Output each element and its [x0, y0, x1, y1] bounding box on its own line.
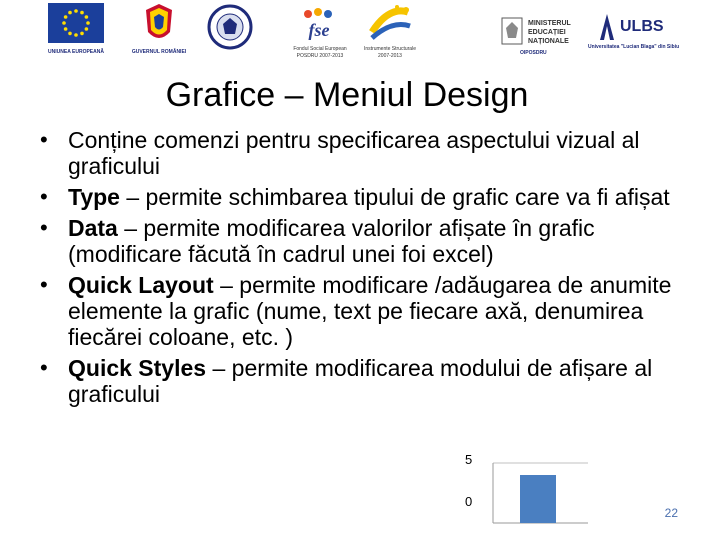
eu-star: [68, 32, 72, 36]
ministry-education-logo-icon: [500, 16, 524, 46]
bullet-text: Conține comenzi pentru specificarea aspectului vizual al graficului: [68, 127, 640, 179]
eu-star: [74, 9, 78, 13]
ministry-seal-icon: [207, 4, 253, 50]
bullet-text: – permite modificarea valorilor afișate în grafic (modificare făcută în cadrul unei foi excel): [68, 215, 595, 267]
fse-logo-icon: [294, 4, 344, 44]
eu-star: [85, 15, 89, 19]
eu-star: [68, 11, 72, 15]
y-tick-top: 5: [465, 452, 473, 467]
romania-coat-of-arms-icon: [142, 2, 176, 46]
ministry-name-1: MINISTERUL: [528, 20, 571, 27]
bullet-text: – permite modificarea modului de afișare al graficului: [68, 355, 653, 407]
eu-star: [80, 11, 84, 15]
bullet-keyword: Type: [68, 184, 120, 210]
ministry-sub: OIPOSDRU: [520, 50, 547, 56]
ministry-name-2: EDUCAȚIEI: [528, 29, 566, 36]
page-number: 22: [664, 506, 678, 520]
ulbs-caption: Universitatea "Lucian Blaga" din Sibiu: [588, 44, 680, 50]
eu-star: [86, 21, 90, 25]
bullet-item: [40, 272, 690, 350]
fse-mark: fse: [308, 20, 330, 40]
eu-star: [64, 15, 68, 19]
is-caption-1: Instrumente Structurale: [364, 46, 416, 52]
slide-title: Grafice – Meniul Design: [165, 76, 529, 114]
y-tick-bottom: 0: [465, 494, 473, 509]
ministry-name-3: NAȚIONALE: [528, 38, 569, 45]
eu-caption: UNIUNEA EUROPEANĂ: [48, 49, 104, 55]
logo-bar: [0, 0, 720, 66]
eu-star: [62, 21, 66, 25]
bullet-keyword: Quick Layout: [68, 272, 214, 298]
bullet-list: [40, 127, 690, 412]
eu-star: [80, 32, 84, 36]
bullet-text: – permite schimbarea tipului de grafic care va fi afișat: [119, 184, 670, 210]
eu-flag-icon: [48, 3, 104, 43]
bullet-keyword: Data: [68, 215, 118, 241]
fse-caption-1: Fondul Social European: [293, 46, 347, 52]
eu-star: [74, 33, 78, 37]
bullet-text: – permite modificare /adăugarea de anumite elemente la grafic (nume, text pe fiecare axă, denumirea fiecărei coloane, etc. ): [68, 272, 672, 350]
eu-star: [64, 27, 68, 31]
bullet-keyword: Quick Styles: [68, 355, 207, 381]
eu-star: [85, 27, 89, 31]
structural-instruments-logo-icon: [364, 2, 414, 44]
ulbs-name: ULBS: [620, 18, 664, 35]
gov-caption: GUVERNUL ROMÂNIEI: [131, 49, 187, 55]
bullet-item: [40, 215, 690, 267]
chart-bar: [520, 475, 556, 523]
bullet-item: [40, 184, 690, 210]
bullet-item: [40, 355, 690, 407]
fse-caption-2: POSDRU 2007-2013: [296, 53, 344, 59]
mini-chart: [488, 458, 598, 526]
is-caption-2: 2007-2013: [378, 53, 402, 59]
bullet-item: [40, 127, 690, 179]
ulbs-logo-icon: [596, 10, 618, 44]
